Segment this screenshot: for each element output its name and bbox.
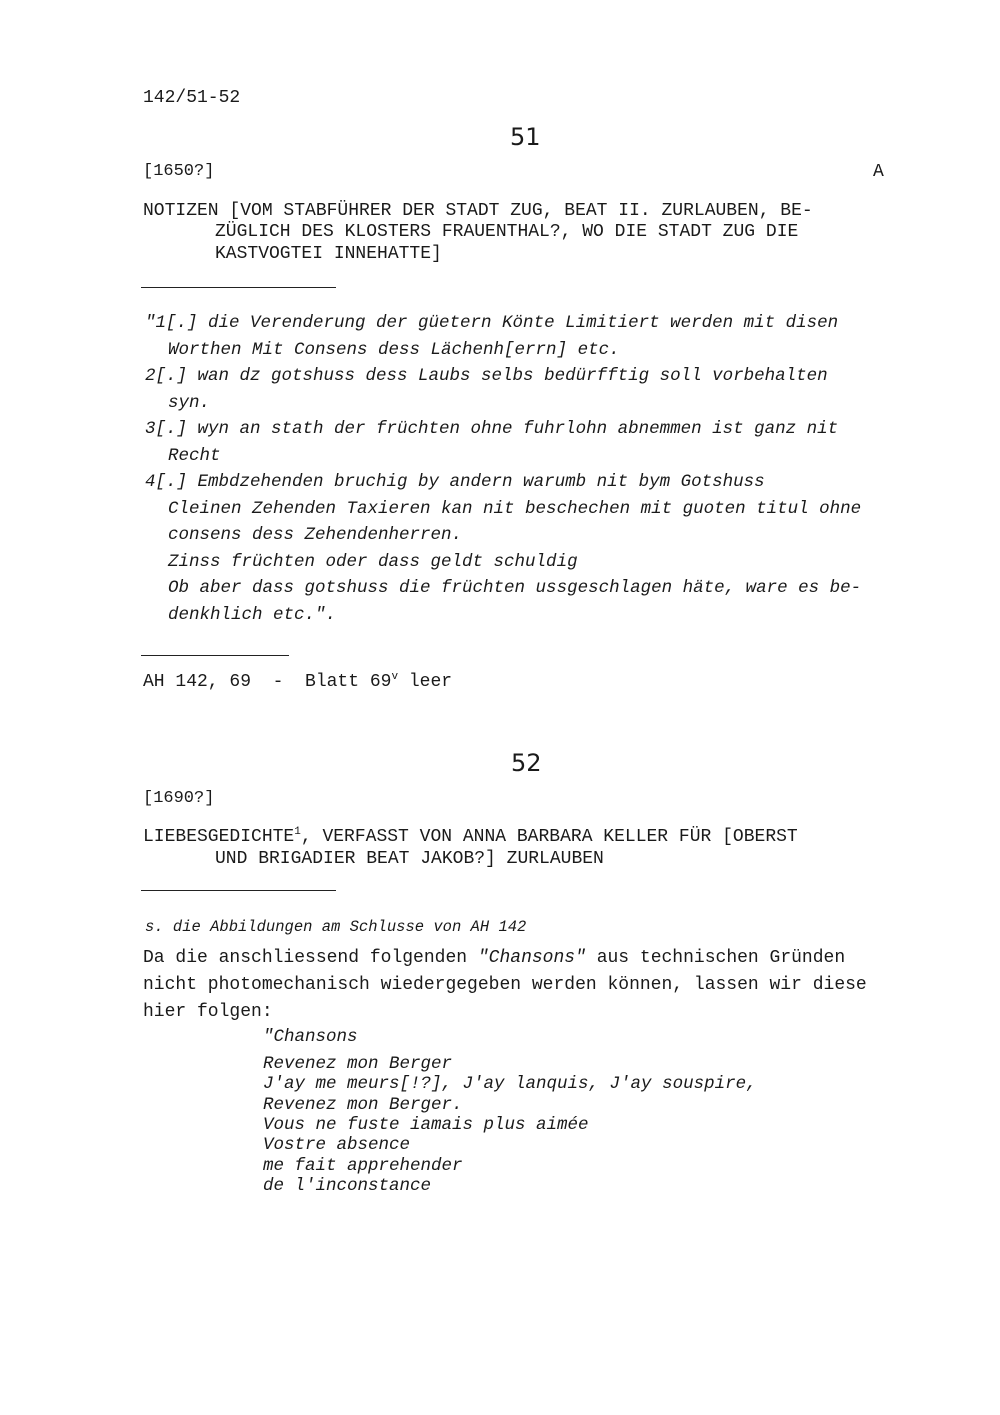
document-letter: A xyxy=(873,162,884,182)
section-divider xyxy=(141,287,336,288)
transcription-line: Worthen Mit Consens dess Lächenh[errn] etc. xyxy=(168,340,620,360)
document-title-line: NOTIZEN [VOM STABFÜHRER DER STADT ZUG, BEAT II. ZURLAUBEN, BE- xyxy=(143,201,813,221)
transcription-line: Ob aber dass gotshuss die früchten ussgeschlagen häte, ware es be- xyxy=(168,578,862,598)
transcription-line: syn. xyxy=(168,393,211,413)
poem-line: me fait apprehender xyxy=(263,1156,463,1176)
transcription-line: Cleinen Zehenden Taxieren kan nit beschechen mit guoten titul ohne xyxy=(168,499,862,519)
transcription-line: denkhlich etc.". xyxy=(168,605,337,625)
section-divider xyxy=(141,890,336,891)
poem-line: de l'inconstance xyxy=(263,1176,432,1196)
editorial-note: s. die Abbildungen am Schlusse von AH 142 xyxy=(145,918,527,936)
transcription-line: "1[.] die Verenderung der güetern Könte Limitiert werden mit disen xyxy=(145,313,839,333)
poem-line: Vous ne fuste iamais plus aimée xyxy=(263,1115,589,1135)
source-reference: AH 142, 69 - Blatt 69$^v$ leer xyxy=(143,671,453,692)
intro-line: hier folgen: xyxy=(143,1002,273,1022)
transcription-line: 2[.] wan dz gotshuss dess Laubs selbs bedürfftig soll vorbehalten xyxy=(145,366,828,386)
document-date-52: [1690?] xyxy=(143,789,215,808)
document-title-line: KASTVOGTEI INNEHATTE] xyxy=(215,244,442,264)
poem-heading: "Chansons xyxy=(263,1027,358,1047)
poem-line: J'ay me meurs[!?], J'ay lanquis, J'ay souspire, xyxy=(263,1074,757,1094)
transcription-line: Zinss früchten oder dass geldt schuldig xyxy=(168,552,578,572)
document-date-51: [1650?] xyxy=(143,162,215,181)
poem-line: Revenez mon Berger. xyxy=(263,1095,463,1115)
page-reference: 142/51-52 xyxy=(143,88,241,108)
transcription-line: Recht xyxy=(168,446,221,466)
transcription-line: 3[.] wyn an stath der früchten ohne fuhrlohn abnemmen ist ganz nit xyxy=(145,419,839,439)
transcription-line: consens dess Zehendenherren. xyxy=(168,525,463,545)
document-title-line: UND BRIGADIER BEAT JAKOB?] ZURLAUBEN xyxy=(215,849,604,869)
intro-line: Da die anschliessend folgenden "Chansons" aus technischen Gründen xyxy=(143,948,846,968)
intro-line: nicht photomechanisch wiedergegeben werden können, lassen wir diese xyxy=(143,975,867,995)
document-number-51: 51 xyxy=(510,123,541,151)
document-title-line: ZÜGLICH DES KLOSTERS FRAUENTHAL?, WO DIE STADT ZUG DIE xyxy=(215,222,799,242)
poem-line: Vostre absence xyxy=(263,1135,411,1155)
poem-line: Revenez mon Berger xyxy=(263,1054,453,1074)
section-divider xyxy=(141,655,289,656)
transcription-line: 4[.] Embdzehenden bruchig by andern warumb nit bym Gotshuss xyxy=(145,472,765,492)
document-title-line: LIEBESGEDICHTE$^1$, VERFASST VON ANNA BARBARA KELLER FÜR [OBERST xyxy=(143,826,798,847)
document-number-52: 52 xyxy=(511,749,542,777)
